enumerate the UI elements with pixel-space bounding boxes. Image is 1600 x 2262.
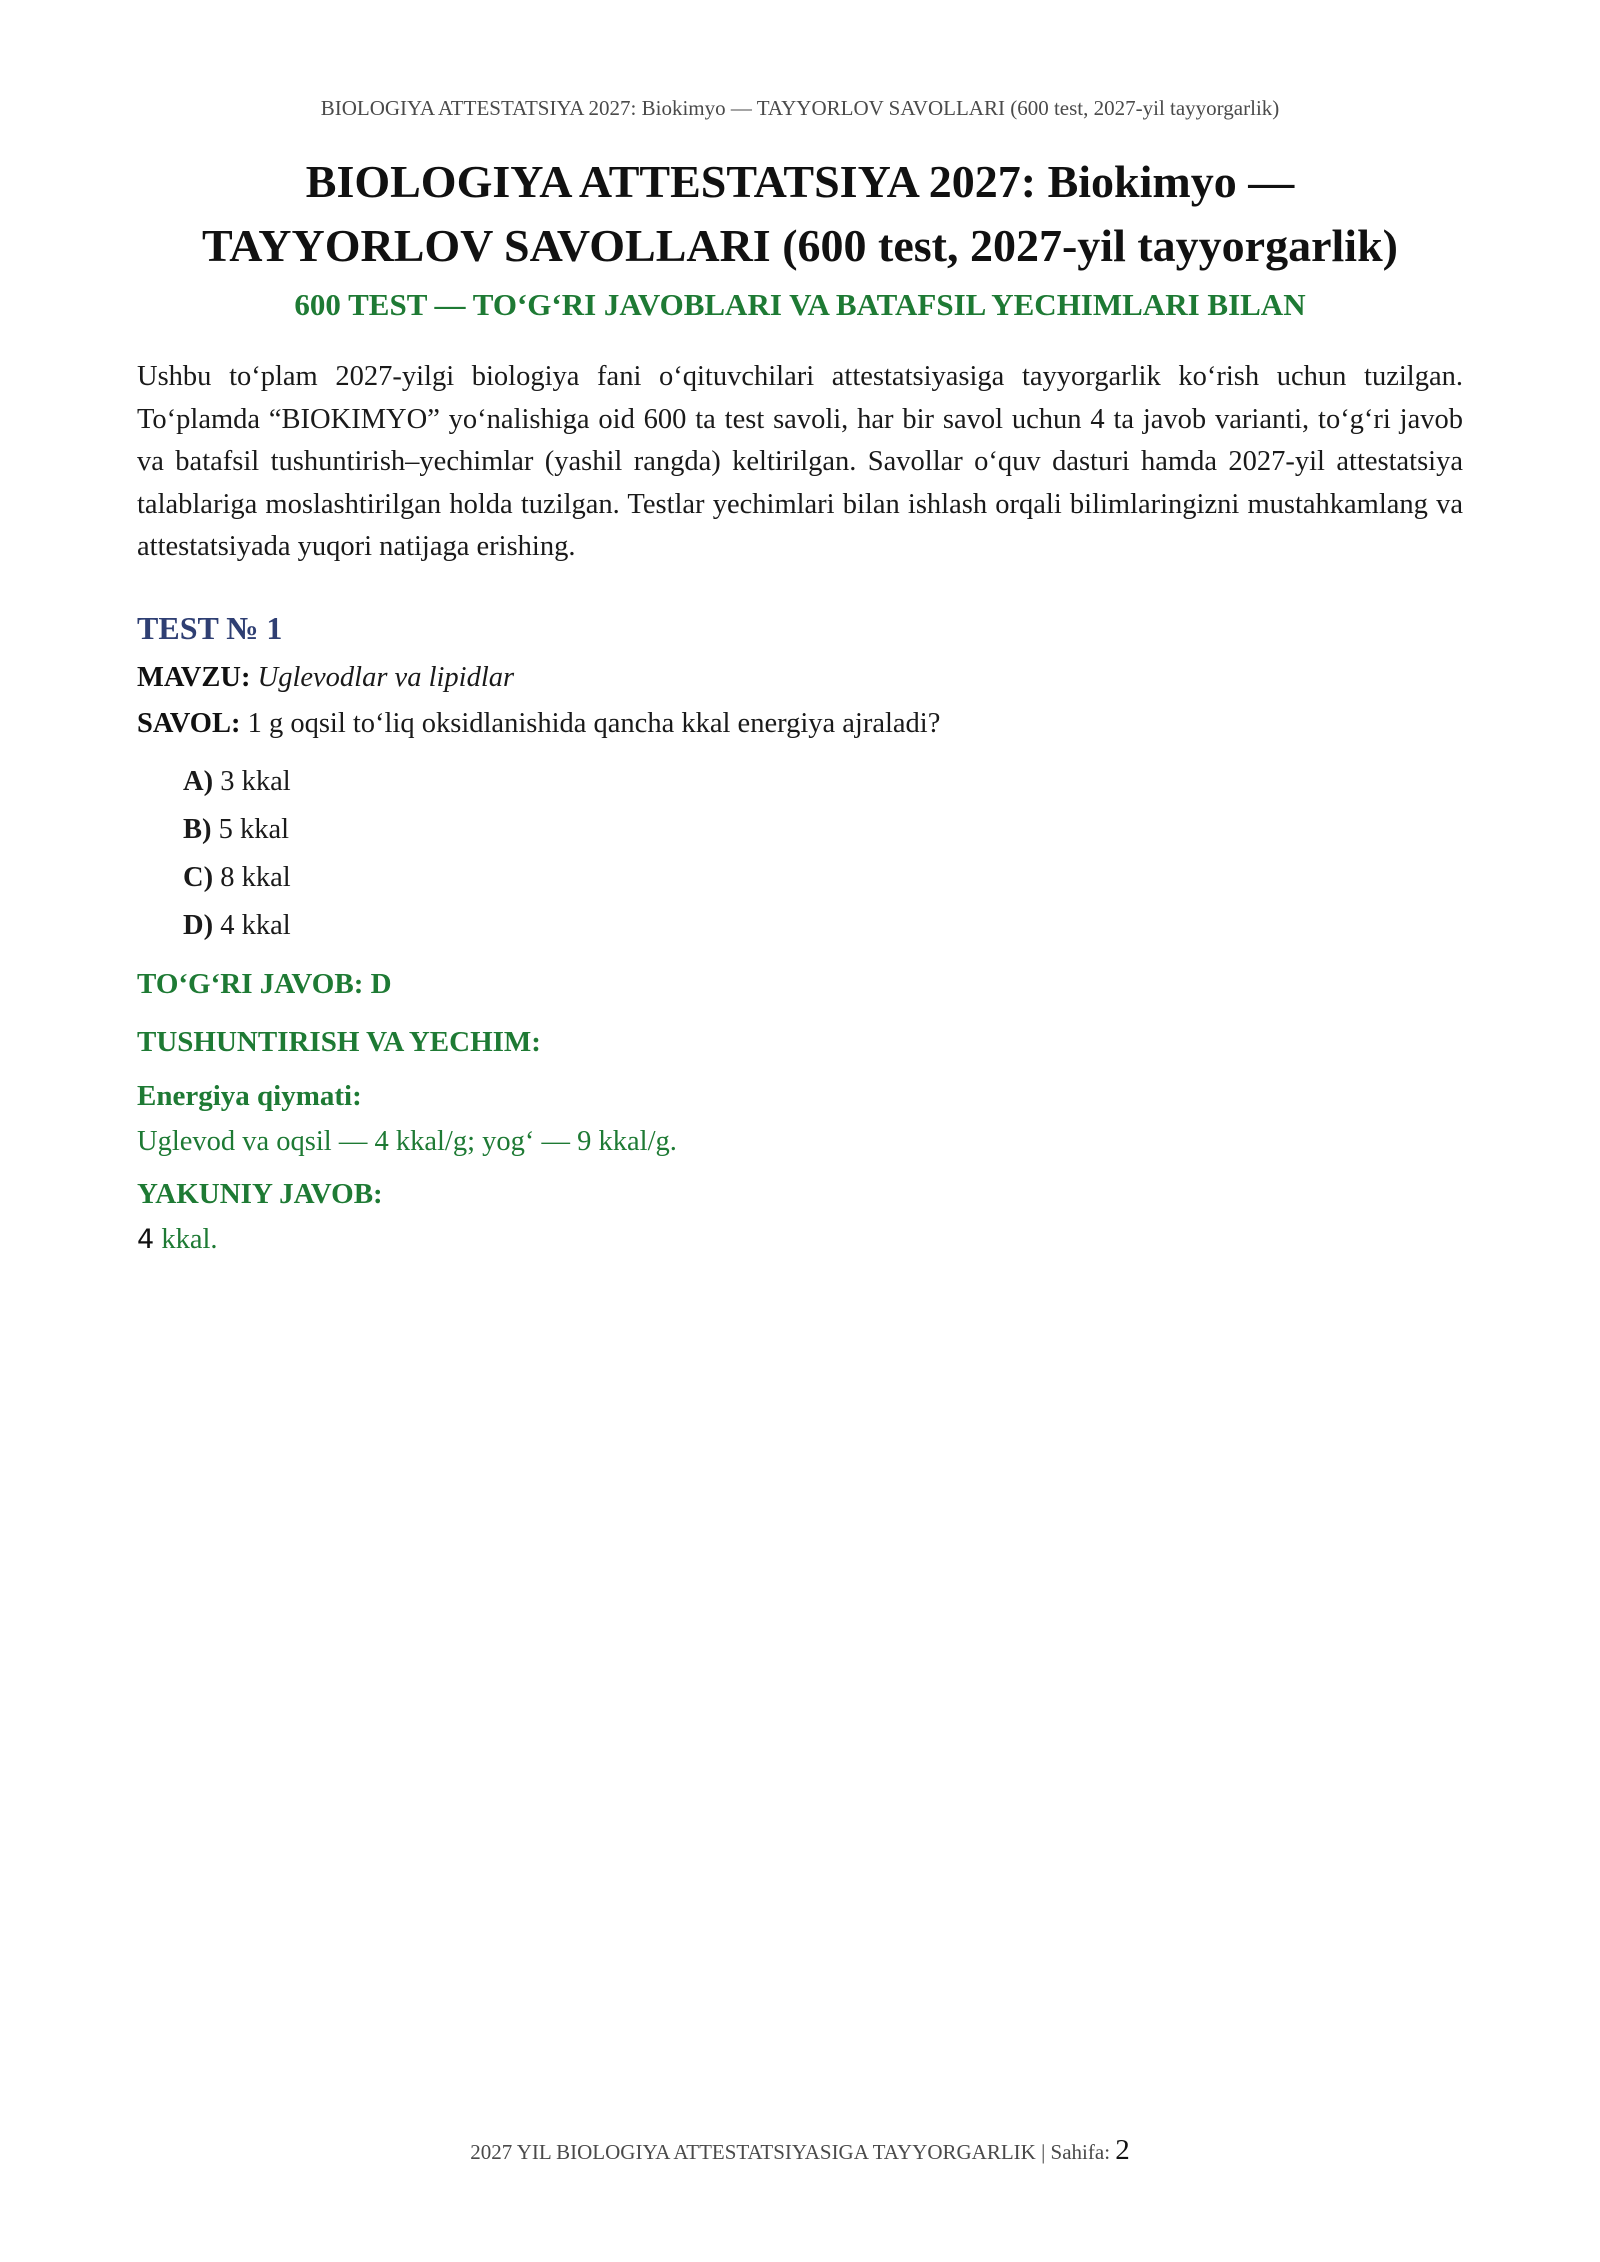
option-a (183, 758, 1463, 806)
option-c (183, 854, 1463, 902)
footer-page-label: Sahifa: (1050, 2140, 1111, 2164)
document-title (140, 150, 1460, 278)
answer-options (137, 758, 1463, 950)
running-footer (0, 2134, 1600, 2167)
footer-text: 2027 YIL BIOLOGIYA ATTESTATSIYASIGA TAYYORGARLIK (470, 2140, 1036, 2164)
page-number: 2 (1115, 2134, 1130, 2166)
savol-line (137, 704, 1463, 744)
energy-heading: Energiya qiymati: (137, 1080, 362, 1112)
explanation-heading: TUSHUNTIRISH VA YECHIM: (137, 1026, 541, 1058)
test-heading: TEST № 1 (137, 610, 283, 646)
option-b (183, 806, 1463, 854)
title-line-2: TAYYORLOV SAVOLLARI (600 test, 2027-yil tayyorgarlik) (202, 220, 1398, 271)
savol-value: 1 g oqsil to‘liq oksidlanishida qancha kkal energiya ajraladi? (247, 708, 941, 739)
option-letter: D) (183, 910, 214, 941)
mavzu-label: MAVZU: (137, 662, 251, 693)
intro-paragraph: Ushbu to‘plam 2027-yilgi biologiya fani o‘qituvchilari attestatsiyasiga tayyorgarlik ko‘rish uchun tuzilgan. To‘plamda “BIOKIMYO” yo‘nalishiga oid 600 ta test savoli, har bir savol uchun 4 ta javob varianti, to‘g‘ri javob va batafsil tushuntirish–yechimlar (yashil rangda) keltirilgan. Savollar o‘quv dasturi hamda 2027-yil attestatsiya talablariga moslashtirilgan holda tuzilgan. Testlar yechimlari bilan ishlash orqali bilimlaringizni mustahkamlang va attestatsiyada yuqori natijaga erishing. (137, 361, 1463, 562)
correct-answer: TO‘G‘RI JAVOB: D (137, 968, 392, 1000)
mavzu-value: Uglevodlar va lipidlar (257, 662, 515, 693)
option-letter: A) (183, 766, 214, 797)
mavzu-line (137, 658, 1463, 698)
energy-text: Uglevod va oqsil — 4 kkal/g; yog‘ — 9 kkal/g. (137, 1126, 677, 1157)
final-answer (137, 1220, 1463, 1260)
savol-label: SAVOL: (137, 708, 241, 739)
option-letter: C) (183, 862, 214, 893)
final-answer-number: 4 (137, 1224, 155, 1255)
final-answer-heading: YAKUNIY JAVOB: (137, 1178, 383, 1210)
running-header: BIOLOGIYA ATTESTATSIYA 2027: Biokimyo — TAYYORLOV SAVOLLARI (600 test, 2027-yil tayyorgarlik) (320, 96, 1280, 120)
title-line-1: BIOLOGIYA ATTESTATSIYA 2027: Biokimyo — (305, 156, 1295, 207)
test-block (137, 604, 1463, 1260)
option-d (183, 902, 1463, 950)
document-subtitle: 600 TEST — TO‘G‘RI JAVOBLARI VA BATAFSIL YECHIMLARI BILAN (294, 287, 1306, 322)
final-answer-unit: kkal. (154, 1224, 218, 1255)
option-letter: B) (183, 814, 212, 845)
option-text: 8 kkal (220, 862, 291, 893)
option-text: 5 kkal (218, 814, 290, 845)
option-text: 3 kkal (220, 766, 291, 797)
option-text: 4 kkal (220, 910, 291, 941)
footer-separator: | (1041, 2140, 1046, 2164)
